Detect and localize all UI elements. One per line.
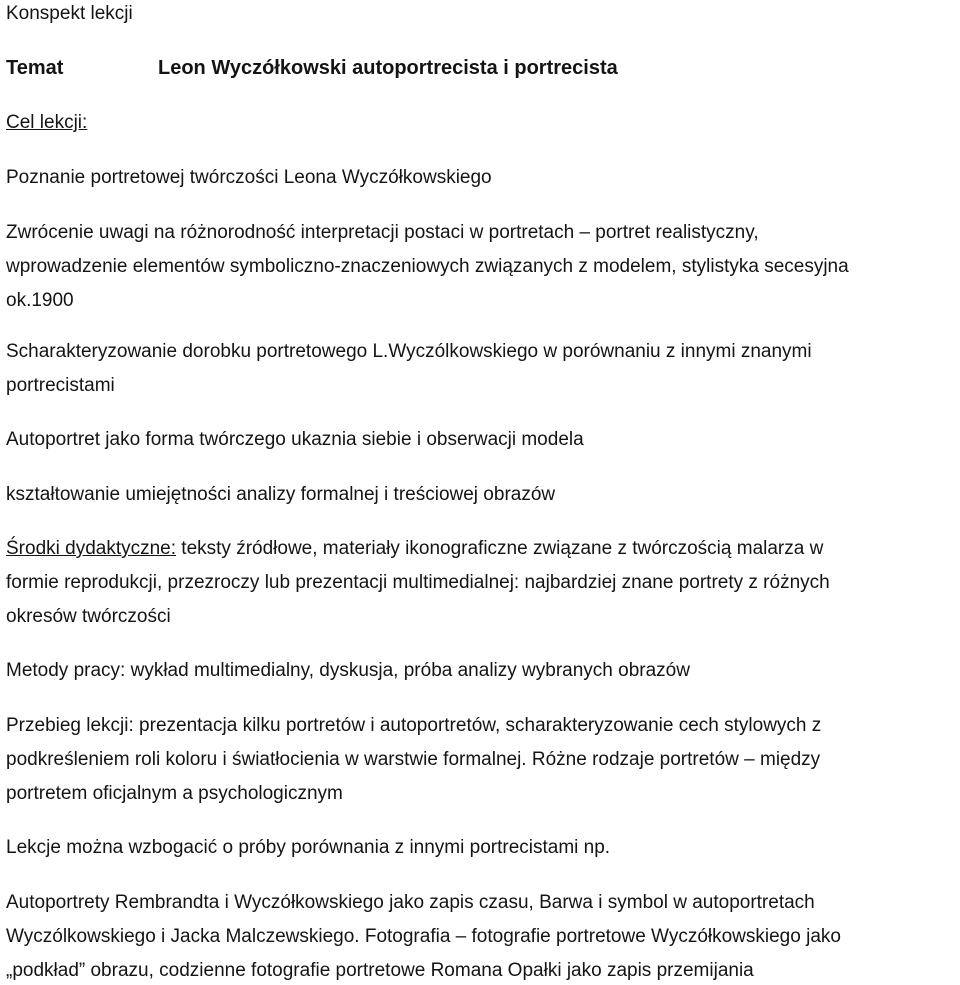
examples-line-1: Autoportrety Rembrandta i Wyczółkowskiego jako zapis czasu, Barwa i symbol w autoportretach	[6, 892, 815, 913]
means-text: teksty źródłowe, materiały ikonograficzne związane z twórczością malarza w	[176, 538, 824, 559]
topic-row	[6, 56, 618, 80]
goal-2-line-2: wprowadzenie elementów symboliczno-znaczeniowych związanych z modelem, stylistyka secesyjna	[6, 256, 849, 277]
document-title: Konspekt lekcji	[6, 3, 133, 24]
goal-1: Poznanie portretowej twórczości Leona Wyczółkowskiego	[6, 167, 492, 188]
goal-3-line-2: portrecistami	[6, 375, 115, 396]
course-line-2: podkreśleniem roli koloru i światłocienia w warstwie formalnej. Różne rodzaje portretów – między	[6, 749, 821, 770]
examples-line-3: „podkład” obrazu, codzienne fotografie portretowe Romana Opałki jako zapis przemijania	[6, 960, 754, 981]
means-line-3: okresów twórczości	[6, 606, 171, 627]
goal-2-line-1: Zwrócenie uwagi na różnorodność interpretacji postaci w portretach – portret realistyczny,	[6, 222, 759, 243]
goal-4: Autoportret jako forma twórczego ukaznia siebie i obserwacji modela	[6, 429, 584, 450]
course-line-1: Przebieg lekcji: prezentacja kilku portretów i autoportretów, scharakteryzowanie cech stylowych z	[6, 715, 822, 736]
means-line-2: formie reprodukcji, przezroczy lub prezentacji multimedialnej: najbardziej znane portrety z różnych	[6, 572, 830, 593]
enrich-text: Lekcje można wzbogacić o próby porównania z innymi portrecistami np.	[6, 837, 611, 858]
methods: Metody pracy: wykład multimedialny, dyskusja, próba analizy wybranych obrazów	[6, 660, 690, 681]
means-label: Środki dydaktyczne:	[6, 538, 177, 559]
goal-label: Cel lekcji:	[6, 112, 88, 133]
goal-3-line-1: Scharakteryzowanie dorobku portretowego L.Wyczólkowskiego w porównaniu z innymi znanymi	[6, 341, 812, 362]
topic-label: Temat	[6, 57, 64, 79]
topic-value: Leon Wyczółkowski autoportrecista i portrecista	[158, 57, 618, 79]
means-line-1	[6, 537, 823, 561]
course-line-3: portretem oficjalnym a psychologicznym	[6, 783, 343, 804]
examples-line-2: Wyczólkowskiego i Jacka Malczewskiego. Fotografia – fotografie portretowe Wyczółkowskiego jako	[6, 926, 841, 947]
goal-5: kształtowanie umiejętności analizy formalnej i treściowej obrazów	[6, 484, 556, 505]
goal-2-line-3: ok.1900	[6, 290, 74, 311]
